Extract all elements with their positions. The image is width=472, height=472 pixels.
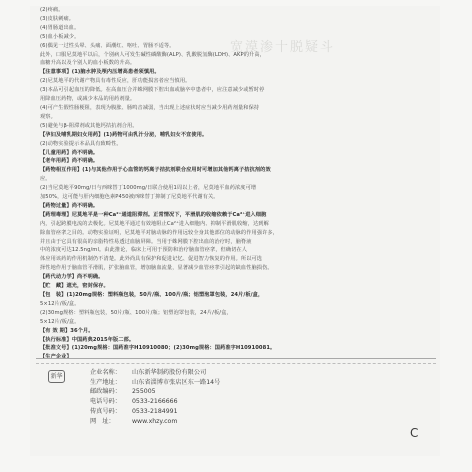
- body-line: 中的浓度可达12.5ng/ml。由此推论，临床上可用于预防和治疗脑血管痉挛，但确切在人: [40, 247, 248, 254]
- body-line: 内，引起跨膜电流的去极化。尼莫地平通过有效地阻止Ca²⁺进入细胞内、抑制平滑肌收缩，达到解: [40, 220, 269, 227]
- body-line: (2)当尼莫地平90mg/日与西咪替丁1000mg/日联合使用1周以上者，尼莫地平血药浓度可增: [40, 185, 257, 192]
- company-info: [90, 368, 220, 426]
- body-line: 除血管痉挛之目的。动物实验证明，尼莫地平对脑动脉的作用远较全身其他部位的动脉的作用强许多，: [40, 229, 278, 236]
- section-divider-dashed: [36, 363, 436, 364]
- body-line: (5)避免与β-阻滞剂或其他钙拮抗剂合用。: [40, 122, 138, 129]
- company-row: [90, 378, 220, 388]
- body-line: (2)尼莫地平的代谢产物具有毒性反应，肝功能损害者应当慎用。: [40, 78, 191, 85]
- company-logo: 新华: [48, 370, 65, 383]
- body-line: 体应用该药的作用机制仍不清楚。此外尚具有保护和促进记忆、促进智力恢复的作用。所以可选: [40, 256, 263, 263]
- body-line: (6)偶见一过性头晕、头痛、面潮红、呕吐、胃肠不适等。: [40, 42, 175, 49]
- body-line: 【批准文号】(1)20mg规格：国药准字H10910080；(2)30mg规格：国药准字H10910081。: [40, 345, 276, 352]
- body-line: (3)本品可引起血压的降低。在高血压合并蛛网膜下腔出血或脑卒中患者中，应注意减少或暂时停: [40, 87, 265, 94]
- body-line: (4)胃肠道出血。: [40, 24, 80, 31]
- company-row: [90, 387, 220, 397]
- body-line: (3)皮肤刺痛。: [40, 15, 75, 22]
- leaflet-body: [40, 6, 435, 362]
- drug-leaflet: [30, 6, 440, 456]
- company-row-label: 电话号码：: [90, 398, 121, 406]
- body-line: 【注意事项】(1)脑水肿及颅内压增高患者须慎用。: [40, 69, 160, 76]
- body-line: 加50%，这可能与肝内细胞色素P450被西咪替丁抑制了尼莫地平代谢有关。: [40, 194, 219, 201]
- company-row-value: 山东省淄博市张店区东一路14号: [132, 378, 221, 386]
- company-row-value: 山东新华制药股份有限公司: [132, 369, 207, 376]
- body-line: 择性地作用于脑血管平滑肌，扩张脑血管，增加脑血流量，显著减少血管痉挛引起的缺血性脑损伤。: [40, 265, 273, 272]
- body-line: 用降血压药物，或减少本品的用药剂量。: [40, 96, 136, 103]
- body-line: 【老年用药】尚不明确。: [40, 158, 99, 165]
- body-line: 血糖升高以及个别人的血小板数的升高。: [40, 60, 136, 67]
- company-row-label: 传真号码：: [90, 407, 121, 415]
- company-row-label: 企业名称：: [90, 369, 121, 376]
- body-line: 观察。: [40, 113, 56, 120]
- company-row-value: 0533-2166666: [132, 398, 178, 406]
- body-line: 【贮 藏】遮光，密封保存。: [40, 283, 109, 290]
- body-line: (2)疼痛。: [40, 7, 64, 13]
- body-line: 【药物相互作用】(1)与其他作用于心血管的钙离子拮抗剂联合应用时可增加其他钙离子拮抗剂的效: [40, 167, 271, 174]
- body-line: 【药理毒理】尼莫地平是一种Ca²⁺通道阻滞剂。正常情况下，平滑肌的收缩依赖于Ca²⁺进入细胞: [40, 211, 267, 218]
- body-line: (4)可产生假性肠梗阻，表现为腹胀、肠鸣音减弱，当出现上述症状时应当减少用药剂量和保持: [40, 104, 260, 111]
- body-line: 此外，口服尼莫地平以后，个别病人可发生碱性磷酸酶(ALP)、乳酸脱氢酶(LDH)、AKP的升高，: [40, 51, 265, 58]
- body-line: 5×12片/板/盒。: [40, 318, 80, 325]
- company-row: [90, 407, 220, 417]
- body-line: 【药代动力学】尚不明确。: [40, 274, 104, 281]
- body-line: 【生产企业】: [40, 354, 72, 361]
- company-row-label: 网 址：: [90, 417, 115, 425]
- body-line: 【包 装】(1)20mg规格：塑料瓶包装，50片/瓶、100片/瓶；铝塑泡罩包装，24片/板/盒，: [40, 292, 264, 298]
- company-row-value: www.xhzy.com: [132, 417, 178, 425]
- body-line: 5×12片/板/盒。: [40, 300, 80, 307]
- body-line: 【药物过量】尚不明确。: [40, 202, 99, 209]
- company-row: [90, 417, 220, 427]
- body-line: 【孕妇及哺乳期妇女用药】(1)药物可由乳汁分泌，哺乳妇女不宜使用。: [40, 131, 208, 138]
- company-row-value: 0533-2184991: [132, 407, 178, 415]
- body-line: 【执行标准】中国药典2015年版二部。: [40, 336, 135, 343]
- body-line: (2)动物实验提示本品具有致畸性。: [40, 140, 122, 147]
- body-line: 【儿童用药】尚不明确。: [40, 149, 99, 156]
- company-row-label: 生产地址：: [90, 378, 121, 386]
- company-row-label: 邮政编码：: [90, 388, 121, 396]
- body-line: (2)30mg规格：塑料瓶包装，50片/瓶、100片/瓶；铝塑泡罩包装，24片/板/盒，: [40, 309, 232, 316]
- section-divider: [36, 358, 436, 359]
- watermark-text: 宽漠渗十脱疑斗: [230, 40, 336, 55]
- company-row: [90, 368, 220, 378]
- company-row: [90, 397, 220, 407]
- company-row-value: 255005: [132, 388, 156, 396]
- body-line: (5)血小板减少。: [40, 33, 80, 40]
- body-line: 并且由于它具有很高的亲脂特性易透过血脑屏障。当用于蛛网膜下腔出血的治疗时，脑脊液: [40, 238, 252, 245]
- corner-mark: C: [410, 426, 419, 440]
- body-line: 应。: [40, 176, 51, 183]
- body-line: 【有 效 期】36个月。: [40, 327, 94, 334]
